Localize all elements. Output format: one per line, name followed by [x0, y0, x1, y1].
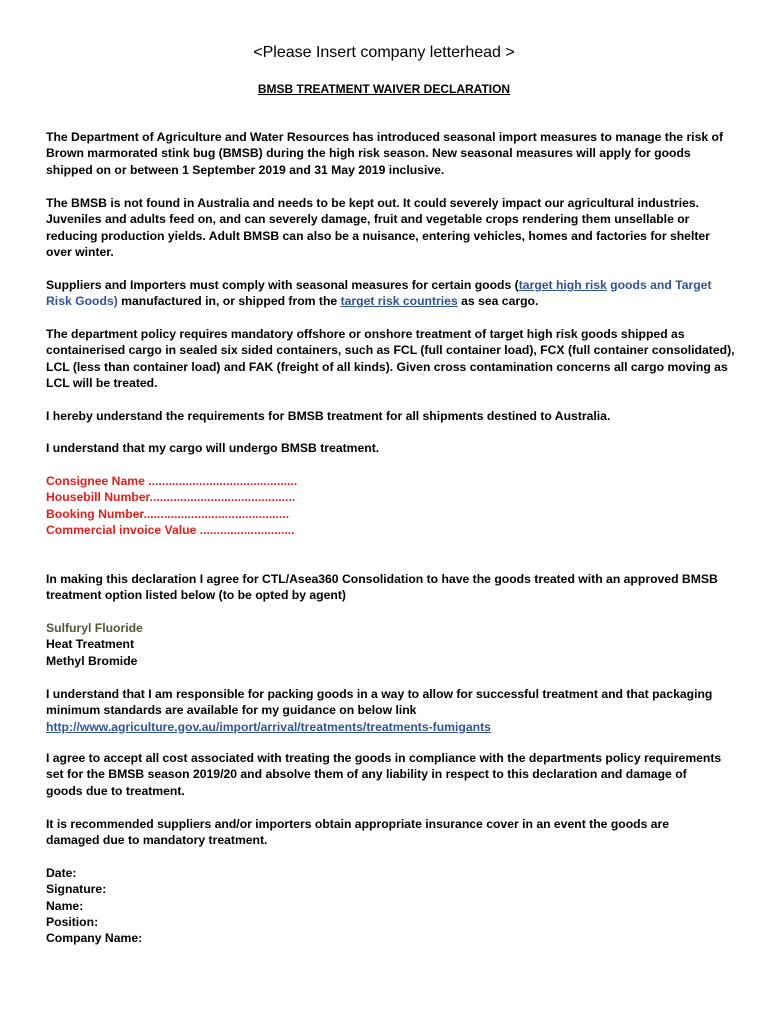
name-field[interactable]: Name: [46, 898, 84, 913]
option-heat-treatment[interactable]: Heat Treatment [46, 637, 135, 652]
text-line: LCL (less than container load) and FAK (freight of all kinds). Given cross contamination concerns all cargo moving as [46, 359, 728, 374]
signoff-fields [46, 865, 736, 946]
text-line: LCL will be treated. [46, 375, 158, 390]
text-line: minimum standards are available for my guidance on below link [46, 703, 417, 718]
understand-requirements-statement: I hereby understand the requirements for BMSB treatment for all shipments destined to Australia. [46, 409, 611, 423]
text-line: over winter. [46, 244, 114, 259]
letterhead-placeholder: <Please Insert company letterhead > [253, 44, 515, 61]
text-line [46, 293, 736, 309]
company-name-field[interactable]: Company Name: [46, 931, 143, 946]
text-line: I agree to accept all cost associated with treating the goods in compliance with the departments policy requirements [46, 751, 722, 765]
booking-number-field[interactable]: Booking Number........................................... [46, 506, 290, 521]
text-line [46, 277, 736, 293]
position-field[interactable]: Position: [46, 914, 99, 929]
target-high-risk-link[interactable]: target high risk [518, 278, 607, 292]
text-fragment: manufactured in, or shipped from the [117, 294, 341, 309]
bmsb-paragraph [46, 195, 736, 260]
text-fragment: Risk Goods) [46, 294, 118, 309]
document-title: BMSB TREATMENT WAIVER DECLARATION [257, 82, 511, 96]
text-line: containerised cargo in sealed six sided containers, such as FCL (full container load), FCX (full container consolidated), [46, 343, 735, 358]
understand-treatment-statement: I understand that my cargo will undergo BMSB treatment. [46, 441, 380, 455]
option-methyl-bromide[interactable]: Methyl Bromide [46, 653, 138, 668]
shipment-fields [46, 473, 736, 538]
intro-paragraph [46, 129, 736, 178]
date-field[interactable]: Date: [46, 866, 77, 880]
policy-paragraph [46, 326, 736, 391]
suppliers-paragraph [46, 277, 736, 310]
signature-field[interactable]: Signature: [46, 882, 107, 897]
text-fragment: as sea cargo. [457, 294, 539, 309]
text-fragment: Suppliers and Importers must comply with seasonal measures for certain goods ( [46, 278, 519, 292]
commercial-invoice-value-field[interactable]: Commercial invoice Value ............................ [46, 522, 295, 537]
text-line: set for the BMSB season 2019/20 and absolve them of any liability in respect to this declaration and damage of [46, 767, 687, 782]
housebill-number-field[interactable]: Housebill Number........................................... [46, 490, 296, 505]
text-line: In making this declaration I agree for CTL/Asea360 Consolidation to have the goods treated with an approved BMSB [46, 572, 718, 586]
insurance-paragraph [46, 816, 736, 849]
text-line: The BMSB is not found in Australia and needs to be kept out. It could severely impact our agricultural industries. [46, 196, 700, 210]
packing-paragraph [46, 686, 736, 735]
cost-paragraph [46, 750, 736, 799]
text-line: shipped on or between 1 September 2019 and 31 May 2019 inclusive. [46, 162, 445, 177]
text-line: treatment option listed below (to be opted by agent) [46, 588, 346, 603]
text-line: Juveniles and adults feed on, and can severely damage, fruit and vegetable crops rendering them unsellable or [46, 212, 690, 227]
text-line: The department policy requires mandatory offshore or onshore treatment of target high risk goods shipped as [46, 327, 685, 341]
text-line: It is recommended suppliers and/or importers obtain appropriate insurance cover in an event the goods are [46, 817, 670, 831]
text-line: goods due to treatment. [46, 783, 185, 798]
text-fragment: goods and Target [606, 278, 712, 292]
treatments-fumigants-link[interactable]: http://www.agriculture.gov.au/import/arrival/treatments/treatments-fumigants [46, 719, 491, 734]
text-line: damaged due to mandatory treatment. [46, 833, 268, 848]
treatment-options [46, 620, 736, 669]
declaration-paragraph [46, 571, 736, 604]
consignee-name-field[interactable]: Consignee Name ............................................ [46, 474, 298, 488]
text-line: I understand that I am responsible for packing goods in a way to allow for successful treatment and that packaging [46, 687, 713, 701]
text-line: Brown marmorated stink bug (BMSB) during the high risk season. New seasonal measures will apply for goods [46, 146, 691, 161]
target-risk-countries-link[interactable]: target risk countries [340, 294, 458, 309]
text-line: The Department of Agriculture and Water Resources has introduced seasonal import measures to manage the risk of [46, 130, 724, 144]
option-sulfuryl-fluoride[interactable]: Sulfuryl Fluoride [46, 621, 143, 635]
text-line: reducing production yields. Adult BMSB can also be a nuisance, entering vehicles, homes and factories for shelter [46, 228, 710, 243]
